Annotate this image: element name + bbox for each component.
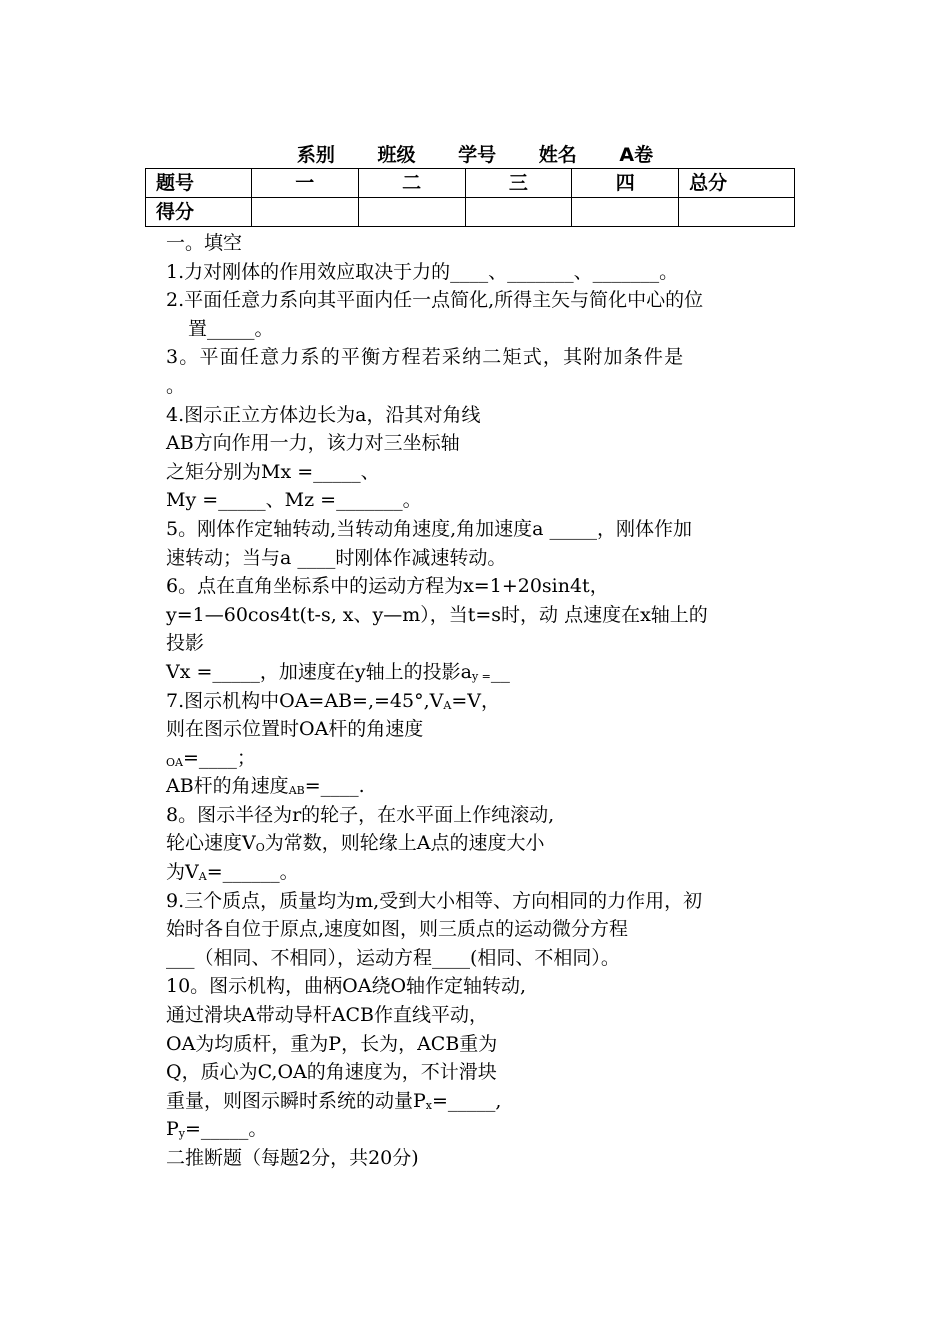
line-tail: =____. <box>304 775 365 798</box>
question-line: 1.力对刚体的作用效应取决于力的____、_______、_______。 <box>166 260 679 283</box>
line-tail: =_____, <box>432 1089 502 1112</box>
line-text: 7.图示机构中OA=AB=,=45°,V <box>166 689 444 712</box>
line-tail: 为常数，则轮缘上A点的速度大小 <box>264 832 545 855</box>
section-title: 二推断题（每题2分，共20分) <box>166 1147 419 1169</box>
line-tail: =V， <box>451 689 500 712</box>
subscript: OA <box>166 755 183 769</box>
score-table <box>145 168 795 227</box>
question-line: 10。图示机构，曲柄OA绕O轴作定轴转动, <box>166 975 527 998</box>
question-line <box>166 658 786 687</box>
line-tail: =______。 <box>206 861 299 884</box>
score-input-cell[interactable] <box>572 198 679 227</box>
line-tail: __ <box>490 660 510 683</box>
paper-label: A卷 <box>619 144 654 166</box>
score-input-cell[interactable] <box>679 198 795 227</box>
score-table-cell: 总分 <box>679 169 795 198</box>
question-line: My =_____、Mz =_______。 <box>166 489 422 512</box>
score-table-cell: 得分 <box>146 198 252 227</box>
question-line: 6。点在直角坐标系中的运动方程为x=1+20sin4t， <box>166 575 609 598</box>
question-line <box>166 1087 786 1116</box>
question-line: 9.三个质点，质量均为m,受到大小相等、方向相同的力作用，初 <box>166 889 703 912</box>
question-line: 4.图示正立方体边长为a，沿其对角线 <box>166 403 481 426</box>
question-line: Q，质心为C,OA的角速度为，不计滑块 <box>166 1061 497 1084</box>
line-text: 重量，则图示瞬时系统的动量P <box>166 1089 426 1112</box>
score-table-header-row <box>146 169 795 198</box>
question-line: 之矩分别为Mx =_____、 <box>166 460 380 483</box>
class-label: 班级 <box>377 144 416 166</box>
question-line: 2.平面任意力系向其平面内任一点简化,所得主矢与简化中心的位 <box>166 289 704 312</box>
question-line <box>166 1115 786 1144</box>
section-title: 一。填空 <box>166 232 243 254</box>
subscript: O <box>255 841 265 855</box>
dept-label: 系别 <box>296 144 335 166</box>
question-line: 通过滑块A带动导杆ACB作直线平动， <box>166 1004 488 1027</box>
score-table-cell: 四 <box>572 169 679 198</box>
exam-body <box>166 229 786 1173</box>
question-line <box>166 687 786 716</box>
question-line: 速转动；当与a ____时刚体作减速转动。 <box>166 546 507 569</box>
question-line: 则在图示位置时OA杆的角速度 <box>166 718 424 741</box>
question-line: 置_____。 <box>188 317 274 340</box>
question-line <box>166 829 786 858</box>
line-tail: =____； <box>182 746 256 769</box>
score-table-cell: 一 <box>251 169 358 198</box>
line-text: 为V <box>166 861 199 884</box>
line-tail: =_____。 <box>185 1118 268 1141</box>
score-input-cell[interactable] <box>251 198 358 227</box>
question-line <box>166 772 786 801</box>
subscript: x <box>425 1098 433 1112</box>
score-table-cell: 二 <box>358 169 465 198</box>
question-line: 5。刚体作定轴转动,当转动角速度,角加速度a _____，刚体作加 <box>166 517 693 540</box>
question-line <box>166 858 786 887</box>
question-line: ___（相同、不相同），运动方程____(相同、不相同）。 <box>166 946 620 969</box>
question-line <box>166 744 786 773</box>
name-label: 姓名 <box>538 144 577 166</box>
score-input-cell[interactable] <box>465 198 572 227</box>
line-text: AB杆的角速度 <box>166 775 289 798</box>
score-table-score-row <box>146 198 795 227</box>
score-table-cell: 三 <box>465 169 572 198</box>
question-line: 始时各自位于原点,速度如图，则三质点的运动微分方程 <box>166 918 629 941</box>
score-table-cell: 题号 <box>146 169 252 198</box>
subscript: A <box>198 870 207 884</box>
line-text: 轮心速度V <box>166 832 256 855</box>
exam-header <box>0 140 950 167</box>
question-line: 3。平面任意力系的平衡方程若采纳二矩式，其附加条件是 <box>166 346 685 369</box>
question-line: 投影 <box>166 632 205 655</box>
score-input-cell[interactable] <box>358 198 465 227</box>
subscript: A <box>443 698 452 712</box>
subscript: y = <box>471 669 491 683</box>
subscript: y <box>178 1127 186 1141</box>
line-text: Vx =_____，加速度在y轴上的投影a <box>166 660 472 683</box>
student-id-label: 学号 <box>458 144 497 166</box>
question-line: AB方向作用一力，该力对三坐标轴 <box>166 432 460 455</box>
question-line: 8。图示半径为r的轮子，在水平面上作纯滚动, <box>166 803 555 826</box>
subscript: AB <box>288 784 305 798</box>
question-line: 。 <box>166 374 186 397</box>
question-line: y=1—60cos4t(t-s, x、y—m），当t=s时，动 点速度在x轴上的 <box>166 603 708 626</box>
line-text: P <box>166 1118 179 1141</box>
question-line: OA为均质杆，重为P，长为，ACB重为 <box>166 1032 498 1055</box>
